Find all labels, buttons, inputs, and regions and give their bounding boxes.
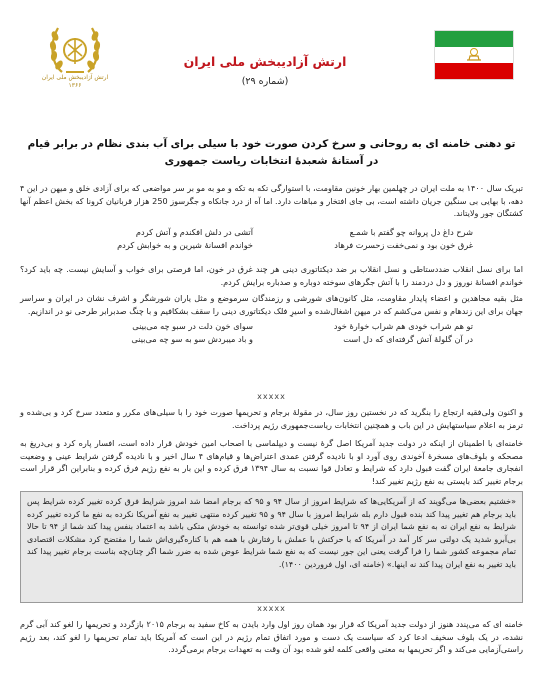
separator-1: xxxxx (257, 392, 286, 401)
verse-4-right: در آن گلولهٔ آتش گرفته‌ای که دل است (343, 334, 473, 344)
quote-text: «خشتیم بعضی‌ها می‌گویند که از آمریکایی‌ها که شرایط امروز از سال ۹۴ و ۹۵ که برجام امضا شد امروز شرایط فرق کرده تغییر کرده شرایط پس باید برجام هم تغییر پیدا کند بنده قبول دارم بله شرایط امروز با سال ۹۴ و ۹۵ تغییر کرده منتهی تغییر به نفع آمریکا نکرده به نفع ما کرده تغییر کرده شرایط به نفع ایران نه به نفع شما ایران از ۹۴ تا امروز خیلی قوی‌تر شده توانسته به خودش متکی باشد به اعتماد بنفس پیدا کند شما از ۹۴ تا حالا بی‌آبرو شدید یک دولتی سر کار آمد در آمریکا که با حرکتش با عملش با رفتارش با همه هم با کناره‌گیری‌اش شما را مفتضح کرد مشکلات اقتصادی تمام مجموعه کشور شما را فرا گرفت یعنی این جور نیست که به نفع شما شرایط عوض شده به ضرر شما اگر چنان‌چه بناست برجام تغییر پیدا کند باید تغییر به نفع ایران پیدا کند نه اینها.» (خامنه ای، اول فروردین ۱۴۰۰). (27, 497, 517, 569)
separator-2: xxxxx (257, 604, 286, 613)
quote-block (20, 491, 523, 603)
paragraph-2: اما برای نسل انقلاب ضددستاطی و نسل انقلاب بر ضد دیکتاتوری دینی هر چند غرق در خون، اما فرصتی برای خواب و آسایش نیست. چه باید کرد؟ خواندم افسانهٔ نوروز و دل دردمند را با آتش جگرهای سوخته دوباره و صدباره برایش کردم. (20, 264, 523, 287)
iran-flag-icon (434, 30, 514, 80)
paragraph-1: تبریک سال ۱۴۰۰ به ملت ایران در چهلمین بهار خونین مقاومت، با استوارگی تکه به تکه و مو به مو بر سر مواضعی که برای آزادی خلق و میهن در این ۴ دهه، با بهایی بی سنگین جریان داشته است، بی جای افتخار و مباهات دارد. اما آه از درد جانکاه و جگرسوز 250 هزار قربانیان کرونا که بخش اعظم آنها کشتگان جور ولایتاند. (20, 183, 524, 219)
headline-line-2: در آستانهٔ شعبدهٔ انتخابات ریاست جمهوری (164, 155, 379, 167)
logo-caption (30, 74, 120, 90)
verse-1-left: آتشی در دلش افکندم و آتش کردم (135, 227, 253, 237)
verse-3-left: سوای خون دلت در سبو چه می‌بینی (132, 321, 253, 331)
paragraph-6: خامنه ای که می‌پندد هنوز از دولت جدید آمریکا که قرار بود همان روز اول وارد بایدن به کاخ سفید به برجام ۲۰۱۵ بازگردد و تحریمها را لغو کند آبی گرم نشده، در یک بلوف سخیف ادعا کرد که سیاست یک دست و مورد اتفاق تمام رژیم در این است که آمریکا باید تمام تحریمها را لغو کند، بعد رژیم راستی‌آزمایی می‌کند و اگر تحریمها به معنی واقعی کلمه لغو شده بود آن وقت به تعهدات برجام برمی‌گردد. (20, 619, 523, 655)
paragraph-4: و اکنون ولی‌فقیه ارتجاع را بنگرید که در نخستین روز سال، در مقولهٔ برجام و تحریمها صورت خود را با سیلی‌های مکرر و متعدد سرخ کرد و بی‌شده و ترمز به اعلام سیاستهایش در این باب و همچنین انتخابات ریاست‌جمهوری رژیم پرداخت. (20, 407, 523, 430)
issue-number: (شماره ۲۹) (241, 76, 289, 87)
verse-1-right: شرح داغ دل پروانه چو گفتم با شمـع (349, 227, 473, 237)
verse-2-right: غرق خون بود و نمی‌خفت زحسرت فرهاد (334, 240, 473, 250)
page-title: ارتش آزادیبخش ملی ایران (183, 54, 347, 69)
paragraph-5: خامنه‌ای با اطمینان از اینکه در دولت جدید آمریکا اصل گرهٔ نیست و دیپلماسی با اصحاب امین خودش قرار داده است، افسار پاره کرد و بی‌دریغ به مصحکه و بلوف‌های مسخرهٔ آخوندی روی آورد او با نادیده گرفتن عمدی اعتراض‌ها و قیام‌های ۴ سال اخیر و با نادیده گرفتن شرایط عینی و وضعیت انفجاری جامعهٔ ایران گفت قبول دارد که شرایط و تعادل قوا نسبت به سال ۱۳۹۴ فرق کرده و این بار به نفع رژیم فرق کرده و بنابراین اگر قرار است برجام تغییر کند بایستی به نفع رژیم تغییر کند! (20, 438, 523, 486)
headline (20, 136, 523, 170)
verse-3-right: تو هم شراب خودی هم شراب خوارهٔ خود (333, 321, 473, 331)
logo-caption-text: ارتش آزادیبخش ملی ایران (41, 74, 109, 81)
verse-2-left: خواندم افسانهٔ شیرین و به خوابش کردم (117, 240, 253, 250)
logo-caption-year: ۱۳۶۶ (68, 82, 82, 89)
headline-line-1: تو دهنی خامنه ای به روحانی و سرخ کردن صورت خود با سیلی برای آب بندی نظام در برابر قیام (27, 138, 516, 150)
header (0, 0, 543, 110)
verse-4-left: و باد میبردش سو به سو چه می‌بینی (131, 334, 253, 344)
paragraph-3: مثل بقیه مجاهدین و اعضاء پایدار مقاومت، مثل کانون‌های شورشی و رزمندگان سرموضع و مثل یاران شورشگر و اشرف نشان در ایران و سراسر جهان برای این زندهام و نفس می‌کشم که در میهن اشغال‌شده و اسیرِ فلک دیکتاتوری دینی را سقف بشکافیم و با چنگ صدبرابر طرحی نو در اندازیم. (20, 293, 523, 316)
